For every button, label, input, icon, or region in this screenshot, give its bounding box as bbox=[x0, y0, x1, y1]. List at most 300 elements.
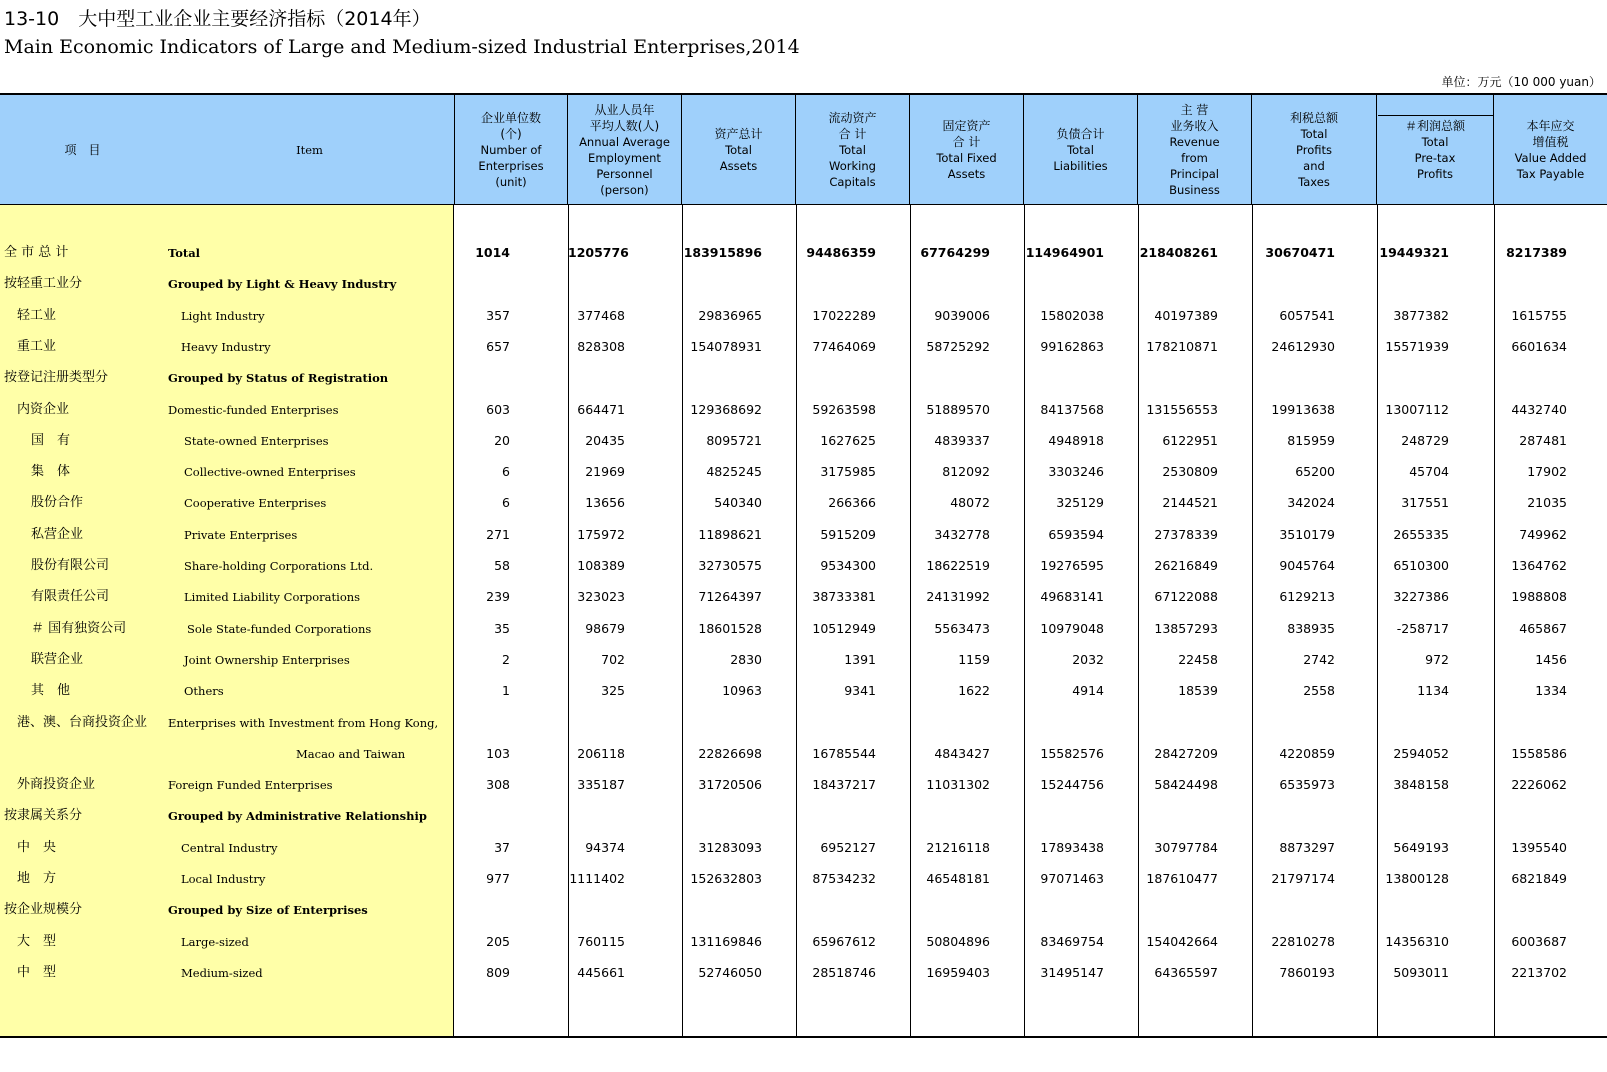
cell-value: 838935 bbox=[1287, 620, 1335, 636]
cell-value: 218408261 bbox=[1139, 245, 1218, 260]
header-col-9 bbox=[1377, 95, 1494, 205]
header-col-6-line: Liabilities bbox=[1053, 159, 1108, 173]
cell-value: 87534232 bbox=[812, 871, 876, 886]
cell-value: 28518746 bbox=[812, 964, 876, 980]
row-label-cn: 按轻重工业分 bbox=[4, 276, 83, 292]
cell-value: 13656 bbox=[585, 495, 625, 511]
cell-value: 26216849 bbox=[1154, 558, 1218, 573]
cell-value: 131556553 bbox=[1146, 401, 1218, 417]
row-label-en: Medium-sized bbox=[181, 965, 263, 980]
table-row bbox=[0, 894, 1607, 926]
table-body bbox=[0, 205, 1607, 1036]
cell-value: 1334 bbox=[1535, 683, 1567, 699]
table-row bbox=[0, 707, 1607, 739]
cell-value: 2144521 bbox=[1162, 495, 1218, 511]
cell-value: 6122951 bbox=[1162, 432, 1218, 448]
header-col-7-line: 业务收入 bbox=[1170, 119, 1219, 133]
table-row bbox=[0, 644, 1607, 676]
header-col-2-line: 从业人员年 bbox=[594, 103, 655, 117]
cell-value: 97071463 bbox=[1040, 871, 1104, 886]
header-col-2-line: (person) bbox=[600, 183, 649, 197]
cell-value: 18601528 bbox=[698, 620, 762, 636]
cell-value: 50804896 bbox=[926, 933, 990, 949]
table-row bbox=[0, 769, 1607, 801]
cell-value: 2213702 bbox=[1511, 964, 1567, 980]
cell-value: 10512949 bbox=[812, 620, 876, 636]
header-col-9-line: Profits bbox=[1416, 167, 1453, 181]
cell-value: 49683141 bbox=[1040, 589, 1104, 605]
cell-value: 13857293 bbox=[1154, 620, 1218, 636]
header-col-8-line: Total bbox=[1300, 127, 1328, 141]
cell-value: 377468 bbox=[577, 307, 625, 323]
cell-value: 21797174 bbox=[1271, 871, 1335, 886]
cell-value: 21969 bbox=[585, 464, 625, 480]
row-label-cn: 全 市 总 计 bbox=[4, 245, 69, 260]
cell-value: 1391 bbox=[844, 651, 876, 667]
row-label-cn: 私营企业 bbox=[31, 526, 84, 542]
header-col-5-line: 合 计 bbox=[952, 135, 981, 149]
table-header bbox=[0, 93, 1607, 205]
cell-value: 4843427 bbox=[934, 745, 990, 761]
cell-value: 2 bbox=[502, 651, 510, 667]
row-label-cn: 联营企业 bbox=[31, 651, 84, 667]
table-title-cn: 13-10 大中型工业企业主要经济指标（2014年） bbox=[4, 8, 431, 30]
cell-value: 205 bbox=[486, 933, 510, 949]
table-title-en: Main Economic Indicators of Large and Medium-sized Industrial Enterprises,2014 bbox=[4, 36, 800, 58]
cell-value: 7860193 bbox=[1279, 964, 1335, 980]
header-col-9-line: Total bbox=[1421, 135, 1449, 149]
cell-value: 27378339 bbox=[1154, 526, 1218, 542]
row-label-en: Light Industry bbox=[181, 308, 265, 323]
header-col-2-line: 平均人数(人) bbox=[589, 119, 660, 133]
cell-value: 1205776 bbox=[568, 245, 629, 260]
header-col-9-line: Pre-tax bbox=[1414, 151, 1456, 165]
cell-value: 17893438 bbox=[1040, 839, 1104, 855]
cell-value: 3303246 bbox=[1048, 464, 1104, 480]
row-label-en: Sole State-funded Corporations bbox=[187, 621, 372, 636]
header-col-6-line: 负债合计 bbox=[1056, 127, 1105, 141]
cell-value: 16959403 bbox=[926, 964, 990, 980]
cell-value: 815959 bbox=[1287, 432, 1335, 448]
cell-value: 14356310 bbox=[1385, 933, 1449, 949]
header-col-4-line: 合 计 bbox=[838, 127, 867, 141]
cell-value: 21216118 bbox=[926, 839, 990, 855]
header-col-6-line: Total bbox=[1067, 143, 1094, 157]
cell-value: 6535973 bbox=[1279, 777, 1335, 793]
cell-value: 19276595 bbox=[1040, 558, 1104, 573]
cell-value: 31283093 bbox=[698, 839, 762, 855]
row-label-en: Share-holding Corporations Ltd. bbox=[184, 559, 374, 573]
cell-value: 19913638 bbox=[1271, 401, 1335, 417]
cell-value: 809 bbox=[486, 964, 510, 980]
row-label-en: Joint Ownership Enterprises bbox=[184, 652, 350, 667]
cell-value: 31495147 bbox=[1040, 964, 1104, 980]
cell-value: 9045764 bbox=[1279, 558, 1335, 573]
cell-value: 99162863 bbox=[1040, 338, 1104, 354]
header-col-10-line: Tax Payable bbox=[1516, 167, 1585, 181]
row-label-cn: 大 型 bbox=[17, 933, 57, 949]
cell-value: 22810278 bbox=[1271, 933, 1335, 949]
cell-value: 4839337 bbox=[934, 432, 990, 448]
cell-value: 657 bbox=[486, 338, 510, 354]
header-col-2-line: Employment bbox=[588, 151, 661, 165]
cell-value: 11898621 bbox=[698, 526, 762, 542]
cell-value: 4825245 bbox=[706, 464, 762, 480]
cell-value: 131169846 bbox=[690, 933, 762, 949]
cell-value: 239 bbox=[486, 589, 510, 605]
cell-value: 183915896 bbox=[683, 245, 762, 260]
cell-value: 603 bbox=[486, 401, 510, 417]
table-row bbox=[0, 738, 1607, 770]
cell-value: 108389 bbox=[577, 558, 625, 573]
header-col-4-line: Total bbox=[839, 143, 866, 157]
header-col-5-line: 固定资产 bbox=[942, 119, 991, 133]
cell-value: 178210871 bbox=[1146, 338, 1218, 354]
row-label-en: Enterprises with Investment from Hong Kong, bbox=[168, 715, 439, 730]
row-label-en: Cooperative Enterprises bbox=[184, 496, 327, 511]
cell-value: 10979048 bbox=[1040, 620, 1104, 636]
cell-value: 11031302 bbox=[926, 777, 990, 793]
cell-value: 6 bbox=[502, 495, 510, 511]
header-col-1-line: Number of bbox=[480, 143, 542, 157]
cell-value: 760115 bbox=[577, 933, 625, 949]
header-col-6 bbox=[1024, 95, 1138, 205]
cell-value: 114964901 bbox=[1025, 245, 1104, 260]
cell-value: 749962 bbox=[1519, 526, 1567, 542]
header-col-8-line: 利税总额 bbox=[1289, 111, 1338, 125]
cell-value: 8873297 bbox=[1279, 839, 1335, 855]
header-col-10-line: Value Added bbox=[1514, 151, 1587, 165]
cell-value: 24131992 bbox=[926, 589, 990, 605]
cell-value: 6952127 bbox=[820, 839, 876, 855]
cell-value: 17022289 bbox=[812, 307, 876, 323]
header-col-4-line: Capitals bbox=[829, 175, 876, 189]
cell-value: 5093011 bbox=[1393, 964, 1449, 980]
header-col-3 bbox=[682, 95, 796, 205]
cell-value: 465867 bbox=[1519, 620, 1567, 636]
cell-value: 9534300 bbox=[820, 558, 876, 573]
cell-value: 540340 bbox=[714, 495, 762, 511]
row-label-cn: 按登记注册类型分 bbox=[4, 370, 109, 386]
table-row bbox=[0, 832, 1607, 864]
table-row bbox=[0, 800, 1607, 832]
cell-value: 8217389 bbox=[1506, 245, 1567, 260]
row-label-cn: 港、澳、台商投资企业 bbox=[17, 714, 148, 730]
cell-value: 2742 bbox=[1303, 651, 1335, 667]
cell-value: 22458 bbox=[1178, 651, 1218, 667]
row-label-en: Collective-owned Enterprises bbox=[184, 465, 356, 480]
header-col-7-line: Business bbox=[1169, 183, 1220, 197]
row-label-cn: 股份合作 bbox=[31, 495, 84, 511]
cell-value: 1456 bbox=[1535, 651, 1567, 667]
cell-value: 22826698 bbox=[698, 745, 762, 761]
cell-value: 45704 bbox=[1409, 464, 1449, 480]
cell-value: 271 bbox=[486, 526, 510, 542]
cell-value: 1558586 bbox=[1511, 745, 1567, 761]
cell-value: 6057541 bbox=[1279, 307, 1335, 323]
table-row bbox=[0, 394, 1607, 426]
cell-value: 2530809 bbox=[1162, 464, 1218, 480]
table-row bbox=[0, 425, 1607, 457]
cell-value: 13800128 bbox=[1385, 871, 1449, 886]
table-row bbox=[0, 300, 1607, 332]
cell-value: 6 bbox=[502, 464, 510, 480]
profit-subheader-line bbox=[1378, 115, 1494, 116]
header-col-8-line: Taxes bbox=[1298, 175, 1330, 189]
cell-value: 51889570 bbox=[926, 401, 990, 417]
cell-value: 977 bbox=[486, 871, 510, 886]
cell-value: 6510300 bbox=[1393, 558, 1449, 573]
cell-value: 175972 bbox=[577, 526, 625, 542]
cell-value: 1627625 bbox=[820, 432, 876, 448]
row-label-en: Large-sized bbox=[181, 934, 249, 949]
cell-value: 308 bbox=[486, 777, 510, 793]
header-col-5-line: Total Fixed bbox=[936, 151, 997, 165]
cell-value: 58725292 bbox=[926, 338, 990, 354]
header-col-1-line: Enterprises bbox=[478, 159, 544, 173]
cell-value: 317551 bbox=[1401, 495, 1449, 511]
table-row bbox=[0, 675, 1607, 707]
cell-value: 83469754 bbox=[1040, 933, 1104, 949]
cell-value: 3510179 bbox=[1279, 526, 1335, 542]
cell-value: 4432740 bbox=[1511, 401, 1567, 417]
cell-value: 828308 bbox=[577, 338, 625, 354]
cell-value: 98679 bbox=[585, 620, 625, 636]
header-col-10-line: 本年应交 bbox=[1526, 119, 1575, 133]
cell-value: 38733381 bbox=[812, 589, 876, 605]
header-item-en: Item bbox=[165, 95, 455, 205]
cell-value: 59263598 bbox=[812, 401, 876, 417]
cell-value: 3877382 bbox=[1393, 307, 1449, 323]
cell-value: 154078931 bbox=[690, 338, 762, 354]
cell-value: 1622 bbox=[958, 683, 990, 699]
cell-value: 9039006 bbox=[934, 307, 990, 323]
row-label-cn: 外商投资企业 bbox=[17, 777, 96, 793]
header-col-8-line: Profits bbox=[1295, 143, 1332, 157]
table-row bbox=[0, 268, 1607, 300]
cell-value: 31720506 bbox=[698, 777, 762, 793]
row-label-en: Heavy Industry bbox=[181, 339, 271, 354]
table-row bbox=[0, 331, 1607, 363]
cell-value: 18437217 bbox=[812, 777, 876, 793]
row-label-cn: 轻工业 bbox=[17, 307, 57, 323]
cell-value: 20 bbox=[494, 432, 510, 448]
cell-value: -258717 bbox=[1396, 620, 1449, 636]
header-col-4-line: 流动资产 bbox=[828, 111, 877, 125]
cell-value: 702 bbox=[601, 651, 625, 667]
cell-value: 19449321 bbox=[1379, 245, 1449, 260]
cell-value: 65200 bbox=[1295, 464, 1335, 480]
cell-value: 13007112 bbox=[1385, 401, 1449, 417]
row-label-en: Foreign Funded Enterprises bbox=[168, 778, 333, 793]
cell-value: 10963 bbox=[722, 683, 762, 699]
cell-value: 6593594 bbox=[1048, 526, 1104, 542]
row-label-en: Private Enterprises bbox=[184, 527, 298, 542]
row-label-cn: 中 央 bbox=[17, 839, 57, 855]
row-label-en: Grouped by Status of Registration bbox=[168, 371, 389, 386]
row-label-cn: 国 有 bbox=[31, 432, 71, 448]
table-row bbox=[0, 487, 1607, 519]
row-label-en: Others bbox=[184, 684, 224, 699]
cell-value: 323023 bbox=[577, 589, 625, 605]
header-col-10-line: 增值税 bbox=[1532, 135, 1569, 149]
table-row bbox=[0, 613, 1607, 645]
cell-value: 2558 bbox=[1303, 683, 1335, 699]
cell-value: 4220859 bbox=[1279, 745, 1335, 761]
cell-value: 1364762 bbox=[1511, 558, 1567, 573]
header-col-7-line: from bbox=[1181, 151, 1208, 165]
cell-value: 46548181 bbox=[926, 871, 990, 886]
header-col-3-line: Total bbox=[725, 143, 752, 157]
cell-value: 206118 bbox=[577, 745, 625, 761]
cell-value: 20435 bbox=[585, 432, 625, 448]
cell-value: 266366 bbox=[828, 495, 876, 511]
cell-value: 1395540 bbox=[1511, 839, 1567, 855]
cell-value: 812092 bbox=[942, 464, 990, 480]
header-col-7-line: Revenue bbox=[1169, 135, 1220, 149]
header-col-7-line: Principal bbox=[1169, 167, 1219, 181]
cell-value: 2655335 bbox=[1393, 526, 1449, 542]
cell-value: 187610477 bbox=[1146, 871, 1218, 886]
cell-value: 335187 bbox=[577, 777, 625, 793]
header-item-cn: 项 目 bbox=[64, 143, 101, 157]
cell-value: 5563473 bbox=[934, 620, 990, 636]
cell-value: 325 bbox=[601, 683, 625, 699]
cell-value: 129368692 bbox=[690, 401, 762, 417]
cell-value: 94486359 bbox=[806, 245, 876, 260]
header-col-4 bbox=[796, 95, 910, 205]
cell-value: 5649193 bbox=[1393, 839, 1449, 855]
cell-value: 6003687 bbox=[1511, 933, 1567, 949]
header-col-5-line: Assets bbox=[947, 167, 986, 181]
header-col-8 bbox=[1252, 95, 1377, 205]
cell-value: 84137568 bbox=[1040, 401, 1104, 417]
row-label-en: Macao and Taiwan bbox=[296, 746, 406, 761]
table-row bbox=[0, 957, 1607, 989]
row-label-en: Grouped by Administrative Relationship bbox=[168, 809, 427, 824]
cell-value: 64365597 bbox=[1154, 964, 1218, 980]
header-col-2-line: Personnel bbox=[596, 167, 653, 181]
row-label-cn: 内资企业 bbox=[17, 401, 70, 417]
cell-value: 357 bbox=[486, 307, 510, 323]
cell-value: 48072 bbox=[950, 495, 990, 511]
header-col-1-line: (unit) bbox=[495, 175, 527, 189]
cell-value: 3432778 bbox=[934, 526, 990, 542]
cell-value: 248729 bbox=[1401, 432, 1449, 448]
header-col-7 bbox=[1138, 95, 1252, 205]
row-label-cn: 地 方 bbox=[17, 871, 57, 886]
cell-value: 3175985 bbox=[820, 464, 876, 480]
unit-label: 单位：万元（10 000 yuan） bbox=[1441, 75, 1601, 89]
cell-value: 29836965 bbox=[698, 307, 762, 323]
row-label-en: Grouped by Light & Heavy Industry bbox=[168, 277, 397, 292]
cell-value: 30670471 bbox=[1265, 245, 1335, 260]
table-row bbox=[0, 550, 1607, 582]
cell-value: 2594052 bbox=[1393, 745, 1449, 761]
cell-value: 1159 bbox=[958, 651, 990, 667]
cell-value: 1111402 bbox=[569, 871, 625, 886]
cell-value: 6821849 bbox=[1511, 871, 1567, 886]
cell-value: 103 bbox=[486, 745, 510, 761]
cell-value: 37 bbox=[494, 839, 510, 855]
row-label-en: Domestic-funded Enterprises bbox=[168, 402, 339, 417]
cell-value: 18622519 bbox=[926, 558, 990, 573]
cell-value: 15244756 bbox=[1040, 777, 1104, 793]
row-label-en: State-owned Enterprises bbox=[184, 433, 329, 448]
cell-value: 28427209 bbox=[1154, 745, 1218, 761]
row-label-en: Total bbox=[168, 246, 201, 260]
row-label-cn: 重工业 bbox=[17, 338, 57, 354]
cell-value: 1615755 bbox=[1511, 307, 1567, 323]
table-row bbox=[0, 863, 1607, 895]
cell-value: 1988808 bbox=[1511, 589, 1567, 605]
cell-value: 972 bbox=[1425, 651, 1449, 667]
table-row bbox=[0, 926, 1607, 958]
cell-value: 58424498 bbox=[1154, 777, 1218, 793]
header-col-7-line: 主 营 bbox=[1180, 103, 1209, 117]
cell-value: 40197389 bbox=[1154, 307, 1218, 323]
cell-value: 94374 bbox=[585, 839, 625, 855]
cell-value: 65967612 bbox=[812, 933, 876, 949]
header-col-3-line: Assets bbox=[719, 159, 758, 173]
cell-value: 2226062 bbox=[1511, 777, 1567, 793]
header-col-9-line: ＃利润总额 bbox=[1404, 119, 1465, 133]
header-col-2-line: Annual Average bbox=[579, 135, 670, 149]
table-bottom-rule bbox=[0, 1036, 1607, 1038]
cell-value: 9341 bbox=[844, 683, 876, 699]
cell-value: 4948918 bbox=[1048, 432, 1104, 448]
row-label-en: Limited Liability Corporations bbox=[184, 590, 361, 605]
cell-value: 32730575 bbox=[698, 558, 762, 573]
table-row bbox=[0, 519, 1607, 551]
header-col-1-line: (个) bbox=[500, 127, 522, 141]
row-label-cn: 中 型 bbox=[17, 964, 57, 980]
cell-value: 52746050 bbox=[698, 964, 762, 980]
header-col-10 bbox=[1494, 95, 1607, 205]
cell-value: 152632803 bbox=[690, 871, 762, 886]
row-label-cn: 有限责任公司 bbox=[31, 589, 110, 605]
cell-value: 1134 bbox=[1417, 683, 1449, 699]
row-label-cn: 股份有限公司 bbox=[31, 558, 110, 573]
table-row bbox=[0, 581, 1607, 613]
table-row bbox=[0, 456, 1607, 488]
cell-value: 342024 bbox=[1287, 495, 1335, 511]
table-row bbox=[0, 362, 1607, 394]
cell-value: 18539 bbox=[1178, 683, 1218, 699]
row-label-cn: 其 他 bbox=[31, 683, 71, 699]
cell-value: 3848158 bbox=[1393, 777, 1449, 793]
cell-value: 4914 bbox=[1072, 683, 1104, 699]
cell-value: 6129213 bbox=[1279, 589, 1335, 605]
cell-value: 287481 bbox=[1519, 432, 1567, 448]
cell-value: 21035 bbox=[1527, 495, 1567, 511]
cell-value: 71264397 bbox=[698, 589, 762, 605]
row-label-cn: 按隶属关系分 bbox=[4, 808, 83, 824]
row-label-en: Local Industry bbox=[181, 872, 266, 886]
header-col-2 bbox=[568, 95, 682, 205]
cell-value: 24612930 bbox=[1271, 338, 1335, 354]
row-label-cn: 按企业规模分 bbox=[4, 902, 83, 918]
header-col-3-line: 资产总计 bbox=[714, 127, 763, 141]
cell-value: 1 bbox=[502, 683, 510, 699]
cell-value: 154042664 bbox=[1146, 933, 1218, 949]
row-label-cn: 集 体 bbox=[31, 464, 71, 480]
cell-value: 6601634 bbox=[1511, 338, 1567, 354]
cell-value: 17902 bbox=[1527, 464, 1567, 480]
cell-value: 30797784 bbox=[1154, 839, 1218, 855]
table-row bbox=[0, 237, 1607, 269]
cell-value: 77464069 bbox=[812, 338, 876, 354]
